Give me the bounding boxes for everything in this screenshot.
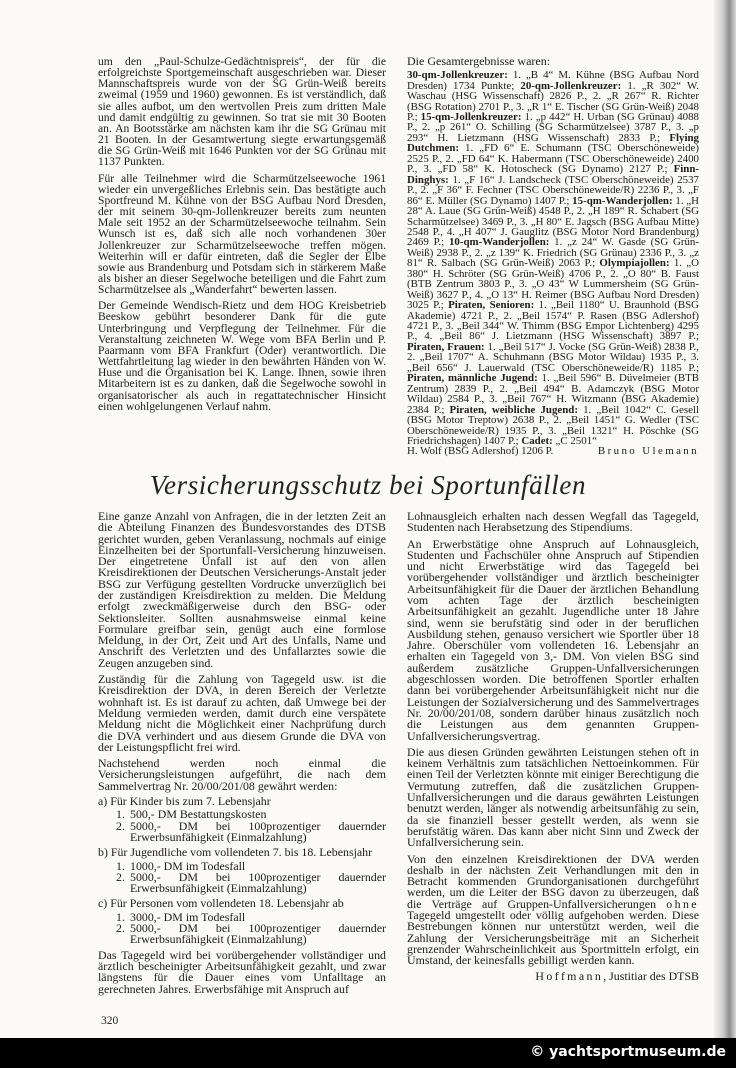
boat-class-results: 1. „Beil 596“ B. Düvelmeier (BTB Zentrum) 2839 P., 2. „Beil 494“ B. Adamczyk (BSG Motor Wildau) 2584 P., 3. „Beil 767“ H. Witzmann (BSG Akademie) 2384 P.; <box>407 372 699 416</box>
boat-class-label: Piraten, weibliche Jugend: <box>449 403 578 416</box>
author-name: Hoffmann <box>535 968 604 983</box>
watermark-bar <box>0 1038 736 1068</box>
benefit-item-number: 2. <box>116 818 125 833</box>
page-number: 320 <box>101 1014 119 1027</box>
article-signature <box>407 968 699 983</box>
paragraph: Der Gemeinde Wendisch-Rietz und dem HOG Kreisbetrieb Beeskow gebührt besonderer Dank für die gute Unterbringung und Verpflegung der Teilnehmer. Für die Veranstaltung zeichneten W. Wege vom BFA Berlin und P. Paarmann vom BFA Frankfurt (Oder) verantwortlich. Die Wettfahrtleitung lag wieder in den bewährten Händen von W. Huse und die Organisation bei K. Lange. Ihnen, sowie ihren Mitarbeitern ist es zu danken, daß die Segelwoche sowohl in organisatorischer als auch in regattatechnischer Hinsicht einen wohlgelungenen Verlauf nahm. <box>98 299 386 413</box>
boat-class-results: 1. „B 4“ M. Kühne (BSG Aufbau Nord Dresden) 1734 Punkte; <box>407 69 699 92</box>
paragraph: Nachstehend werden noch einmal die Versicherungsleistungen aufgeführt, die nach dem Sammelvertrag Nr. 20/00/201/08 gewährt werden: <box>98 756 386 793</box>
benefit-item-number: 1. <box>116 807 125 822</box>
article-title: Versicherungsschutz bei Sportunfällen <box>149 469 587 500</box>
paragraph: Die aus diesen Gründen gewährten Leistungen stehen oft in keinem Verhältnis zum tatsächlichen Nettoeinkommen. Für einen Teil der Verletzten könnte mit einiger Berechtigung die Vermutung zutreffen, daß die zusätzlichen Gruppen-Unfallversicherungen und die daraus gewährten Leistungen benutzt werden, länger als notwendig arbeitsunfähig zu sein, da sie finanziell besser gestellt werden, als wenn sie berufstätig wären. Das kann aber nicht Sinn und Zweck der Unfallversicherung sein. <box>407 744 699 850</box>
results-list <box>407 70 699 446</box>
benefits-list <box>98 796 386 946</box>
paragraph: Zuständig für die Zahlung von Tagegeld usw. ist die Kreisdirektion der DVA, in deren Bereich der Verletzte wohnhaft ist. Es ist darauf zu achten, daß Umwege bei der Meldung vermieden werden, damit durch eine verspätete Meldung nicht die Möglichkeit einer Nachprüfung durch die DVA verhindert und aus diesem Grunde die DVA von der Leistungspflicht frei wird. <box>98 672 386 754</box>
top-left-column <box>98 56 386 417</box>
paragraph <box>407 851 699 968</box>
boat-class-label: 15-qm-Jollenkreuzer: <box>420 110 522 123</box>
benefit-section-label: b) Für Jugendliche vom vollendeten 7. bis 18. Lebensjahr <box>98 845 373 860</box>
benefit-item-text: 5000,- DM bei 100prozentiger dauernder Erwerbsunfähigkeit (Einmalzahlung) <box>130 921 386 947</box>
page-binding-shadow <box>714 0 736 1068</box>
benefit-item-number: 2. <box>116 921 125 936</box>
benefit-item <box>116 923 386 946</box>
boat-class-label: 30-qm-Jollenkreuzer: <box>407 69 508 82</box>
paragraph: um den „Paul-Schulze-Gedächtnispreis“, der für die erfolgreichste Sportgemeinschaft ausgeschrieben war. Dieser Mannschaftspreis wurde von der SG Grün-Weiß bereits zweimal (1959 und 1960) gewonnen. Es ist verständlich, daß sie alles aufbot, um den wertvollen Preis zum dritten Male und damit endgültig zu gewinnen. So trat sie mit 30 Booten an. An Bootsstärke am nächsten kam ihr die SG Grünau mit 21 Booten. In der Gesamtwertung siegte erwartungsgemäß die SG Grün-Weiß mit 1646 Punkten vor der SG Grünau mit 1137 Punkten. <box>98 55 386 169</box>
benefit-item <box>116 869 386 896</box>
benefit-item-text: 3000,- DM im Todesfall <box>130 909 246 924</box>
boat-class-results: 1. „H 28“ A. Laue (SG Grün-Weiß) 4548 P., 2. „H 189“ R. Schabert (SG Scharmützelsee) 3469 P., 3. „H 80“ E. Jagsch (BSG Aufbau Mitte) 2548 P., 4. „H 407“ J. Gauglitz (BSG Motor Nord Brandenburg) 2469 P.; <box>407 194 700 249</box>
benefit-item-text: 1000,- DM im Todesfall <box>130 858 246 873</box>
final-text-before: Von den einzelnen Kreisdirektionen der DVA werden deshalb in der nächsten Zeit Verhandlungen mit den in Betracht kommenden Grundorganisationen durchgeführt werden, um die Leiter der BSG davon zu überzeugen, daß die Verträge auf Gruppen-Unfallversicherungen <box>407 851 699 911</box>
boat-class-label: Olympiajollen: <box>599 257 670 270</box>
boat-class-label: Piraten, Senioren: <box>448 299 535 312</box>
paragraph: Für alle Teilnehmer wird die Scharmützelseewoche 1961 wieder ein unvergeßliches Erlebnis sein. Das bestätigte auch Sportfreund M. Kühne von der BSG Aufbau Nord Dresden, der mit seinem 30-qm-Jollenkreuzer bereits zum neunten Male seit 1952 an der Scharmützelseewoche teilnahm. Sein Wunsch ist es, daß sich alle noch vorhandenen 30er Jollenkreuzer zur Scharmützelseewoche treffen mögen. Weiterhin will er dafür eintreten, daß die Segler der Elbe sowie aus Brandenburg und Potsdam sich in stärkerem Maße als bisher an dieser Segelwoche beteiligen und die Fahrt zum Scharmützelsee als „Wanderfahrt“ bewerten lassen. <box>98 171 386 297</box>
benefit-item-number: 2. <box>116 869 125 884</box>
boat-class-results: 1. „p 442“ H. Urban (SG Grünau) 4088 P., 2. „p 261“ O. Schilling (SG Scharmützelsee) 3787 P., 3. „p 293“ H. Lietzmann (HSG Wissenschaft) 2833 P.; <box>407 110 699 144</box>
boat-class-label: Cadet: <box>521 435 553 448</box>
boat-class-label: Piraten, Frauen: <box>407 340 485 353</box>
results-last-line: H. Wolf (BSG Adlershof) 1206 P. <box>407 445 554 458</box>
results-column <box>407 56 699 457</box>
final-text-after: Tagegeld umgestellt oder völlig aufgehoben werden. Diese Bestrebungen können nur unterstützt werden, weil die Zahlung der Versicherungsbeiträge mit an Sicherheit grenzender Wahrscheinlichkeit aus Sportmitteln erfolgt, ein Umstand, der keinesfalls gebilligt werden kann. <box>407 908 699 968</box>
boat-class-results: „C 2501“ <box>552 435 597 448</box>
benefit-section-label: c) Für Personen vom vollendeten 18. Lebensjahr ab <box>98 896 344 911</box>
final-emphasis: ohne <box>666 896 699 911</box>
boat-class-results: 1. „FD 6“ E. Schumann (TSC Oberschöneweide) 2525 P., 2. „FD 64“ K. Habermann (TSC Oberschöneweide) 2400 P., 3. „FD 58“ K. Hotoscheck (SG Dynamo) 2127 P.; <box>407 142 699 176</box>
top-section <box>98 56 699 457</box>
article-right-column <box>407 508 699 983</box>
author-role: , Justitiar des DTSB <box>603 968 699 983</box>
boat-class-label: Piraten, männliche Jugend: <box>407 372 538 385</box>
boat-class-label: Finn-Dinghys: <box>407 163 699 186</box>
boat-class-results: 1. „O 380“ H. Schröter (SG Grün-Weiß) 4706 P., 2. „O 80“ B. Faust (BTB Zentrum 3803 P., 3. „O 43“ W Lummersheim (SG Grün-Weiß) 3627 P., 4. „O 13“ H. Reimer (BSG Aufbau Nord Dresden) 3025 P.; <box>407 257 699 312</box>
boat-class-label: 15-qm-Wanderjollen: <box>572 194 673 207</box>
watermark-text: © yachtsportmuseum.de <box>530 1043 726 1060</box>
results-author: Bruno Ulemann <box>597 445 699 458</box>
paragraph: Das Tagegeld wird bei vorübergehender vollständiger und ärztlich bescheinigter Arbeitsunfähigkeit gezahlt, und zwar längstens für die Dauer eines vom Unfalltage an gerechneten Jahres. Erwerbsfähige mit Anspruch auf <box>98 947 386 996</box>
paragraph: Eine ganze Anzahl von Anfragen, die in der letzten Zeit an die Abteilung Finanzen des Bundesvorstandes des DTSB gerichtet wurden, geben Veranlassung, nochmals auf einige Einzelheiten bei der Sportunfall-Versicherung hinzuweisen. Der eingetretene Unfall ist auf den von allen Kreisdirektionen der Deutschen Versicherungs-Anstalt jeder BSG zur Verfügung gestellten Vordrucke unverzüglich bei der zuständigen Kreisdirektion zu melden. Die Meldung erfolgt zweckmäßigerweise durch den BSG- oder Sektionsleiter. Sollten ausnahmsweise einmal keine Formulare greifbar sein, genügt auch eine formlose Meldung, in der Ort, Zeit und Art des Unfalls, Name und Anschrift des Verletzten und des Unfallarztes sowie die Zeugen anzugeben sind. <box>98 508 386 670</box>
boat-class-results: 1. „Beil 1042“ C. Gesell (BSG Motor Treptow) 2638 P., 2. „Beil 1451“ G. Wedler (TSC Oberschöneweide/R) 1935 P., 3. „Beil 1321“ H. Pöschke (SG Friedrichshagen) 1407 P.; <box>407 403 699 448</box>
article-section <box>98 508 699 1000</box>
page-spacer <box>0 1028 736 1038</box>
boat-class-results: 1. „Beil 517“ J. Vocke (SG Grün-Weiß) 2838 P., 2. „Beil 1707“ A. Schuhmann (BSG Motor Wildau) 1935 P., 3. „Beil 656“ J. Lauerwald (TSC Oberschöneweide/R) 1185 P.; <box>407 340 699 374</box>
benefit-item-number: 1. <box>116 858 125 873</box>
paragraph: An Erwerbstätige ohne Anspruch auf Lohnausgleich, Studenten und Fachschüler ohne Anspruch auf Stipendien und nicht Erwerbstätige wird das Tagegeld bei vorübergehender vollständiger und ärztlich bescheinigter Arbeitsunfähigkeit für die Dauer der ärztlichen Behandlung vom achten Tage der ärztlich bescheinigten Arbeitsunfähigkeit an gezahlt. Jugendliche unter 18 Jahre sind, wenn sie berufstätig sind oder in der beruflichen Ausbildung stehen, genauso versichert wie Sportler über 18 Jahre. Oberschüler vom vollendeten 16. Lebensjahr an erhalten ein Tagegeld von 3,- DM. Von vielen BSG sind außerdem zusätzliche Gruppen-Unfallversicherungen abgeschlossen worden. Die betroffenen Sportler erhalten dann bei vorübergehender Arbeitsunfähigkeit nicht nur die Leistungen der Sozialversicherung und des Sammelvertrages Nr. 20/00/201/08, sondern darüber hinaus zusätzlich noch die Leistungen aus dem genannten Gruppen-Unfallversicherungsvertrag. <box>407 536 699 743</box>
boat-class-label: 10-qm-Wanderjollen: <box>448 236 550 249</box>
boat-class-label: 20-qm-Jollenkreuzer: <box>520 79 622 92</box>
benefit-item-text: 500,- DM Bestattungskosten <box>130 807 267 822</box>
benefit-item-text: 5000,- DM bei 100prozentiger dauernder Erwerbsunfähigkeit (Einmalzahlung) <box>130 818 386 844</box>
results-intro: Die Gesamtergebnisse waren: <box>407 54 551 68</box>
benefit-section-label: a) Für Kinder bis zum 7. Lebensjahr <box>98 794 271 809</box>
benefit-item-text: 5000,- DM bei 100prozentiger dauernder Erwerbsunfähigkeit (Einmalzahlung) <box>130 869 386 896</box>
article-left-column <box>98 508 386 1000</box>
paragraph: Lohnausgleich erhalten nach dessen Wegfall das Tagegeld, Studenten nach Herabsetzung des Stipendiums. <box>407 508 699 535</box>
benefit-item <box>116 818 386 844</box>
boat-class-results: 1. „z 24“ W. Gasde (SG Grün-Weiß) 2938 P., 2. „z 139“ K. Friedrich (SG Grünau) 2336 P., 3. „z 81“ R. Salbach (SG Grün-Weiß) 2063 P.; <box>407 236 699 270</box>
boat-class-results: 1. „R 302“ W. Waschau (HSG Wissenschaft) 2826 P., 2. „R 267“ R. Richter (BSG Rotation) 2701 P., 3. „R 1“ E. Tischer (SG Grün-Weiß) 2048 P.; <box>407 79 699 123</box>
boat-class-results: 1. „F 16“ J. Landscheck (TSC Oberschöneweide) 2537 P., 2. „F 36“ F. Fechner (TSC Oberschöneweide/R) 2236 P., 3. „F 86“ E. Müller (SG Dynamo) 1407 P.; <box>407 173 699 207</box>
boat-class-label: Flying Dutchmen: <box>407 131 699 155</box>
boat-class-results: 1. „Beil 1180“ U. Braunhold (BSG Akademie) 4721 P., 2. „Beil 1574“ P. Rasen (BSG Adlershof) 4721 P., 3. „Beil 344“ W. Thimm (BSG Empor Lichtenberg) 4295 P., 4. „Beil 86“ J. Lietzmann (HSG Wissenschaft) 3897 P.; <box>407 299 700 343</box>
benefit-item-number: 1. <box>116 909 125 924</box>
